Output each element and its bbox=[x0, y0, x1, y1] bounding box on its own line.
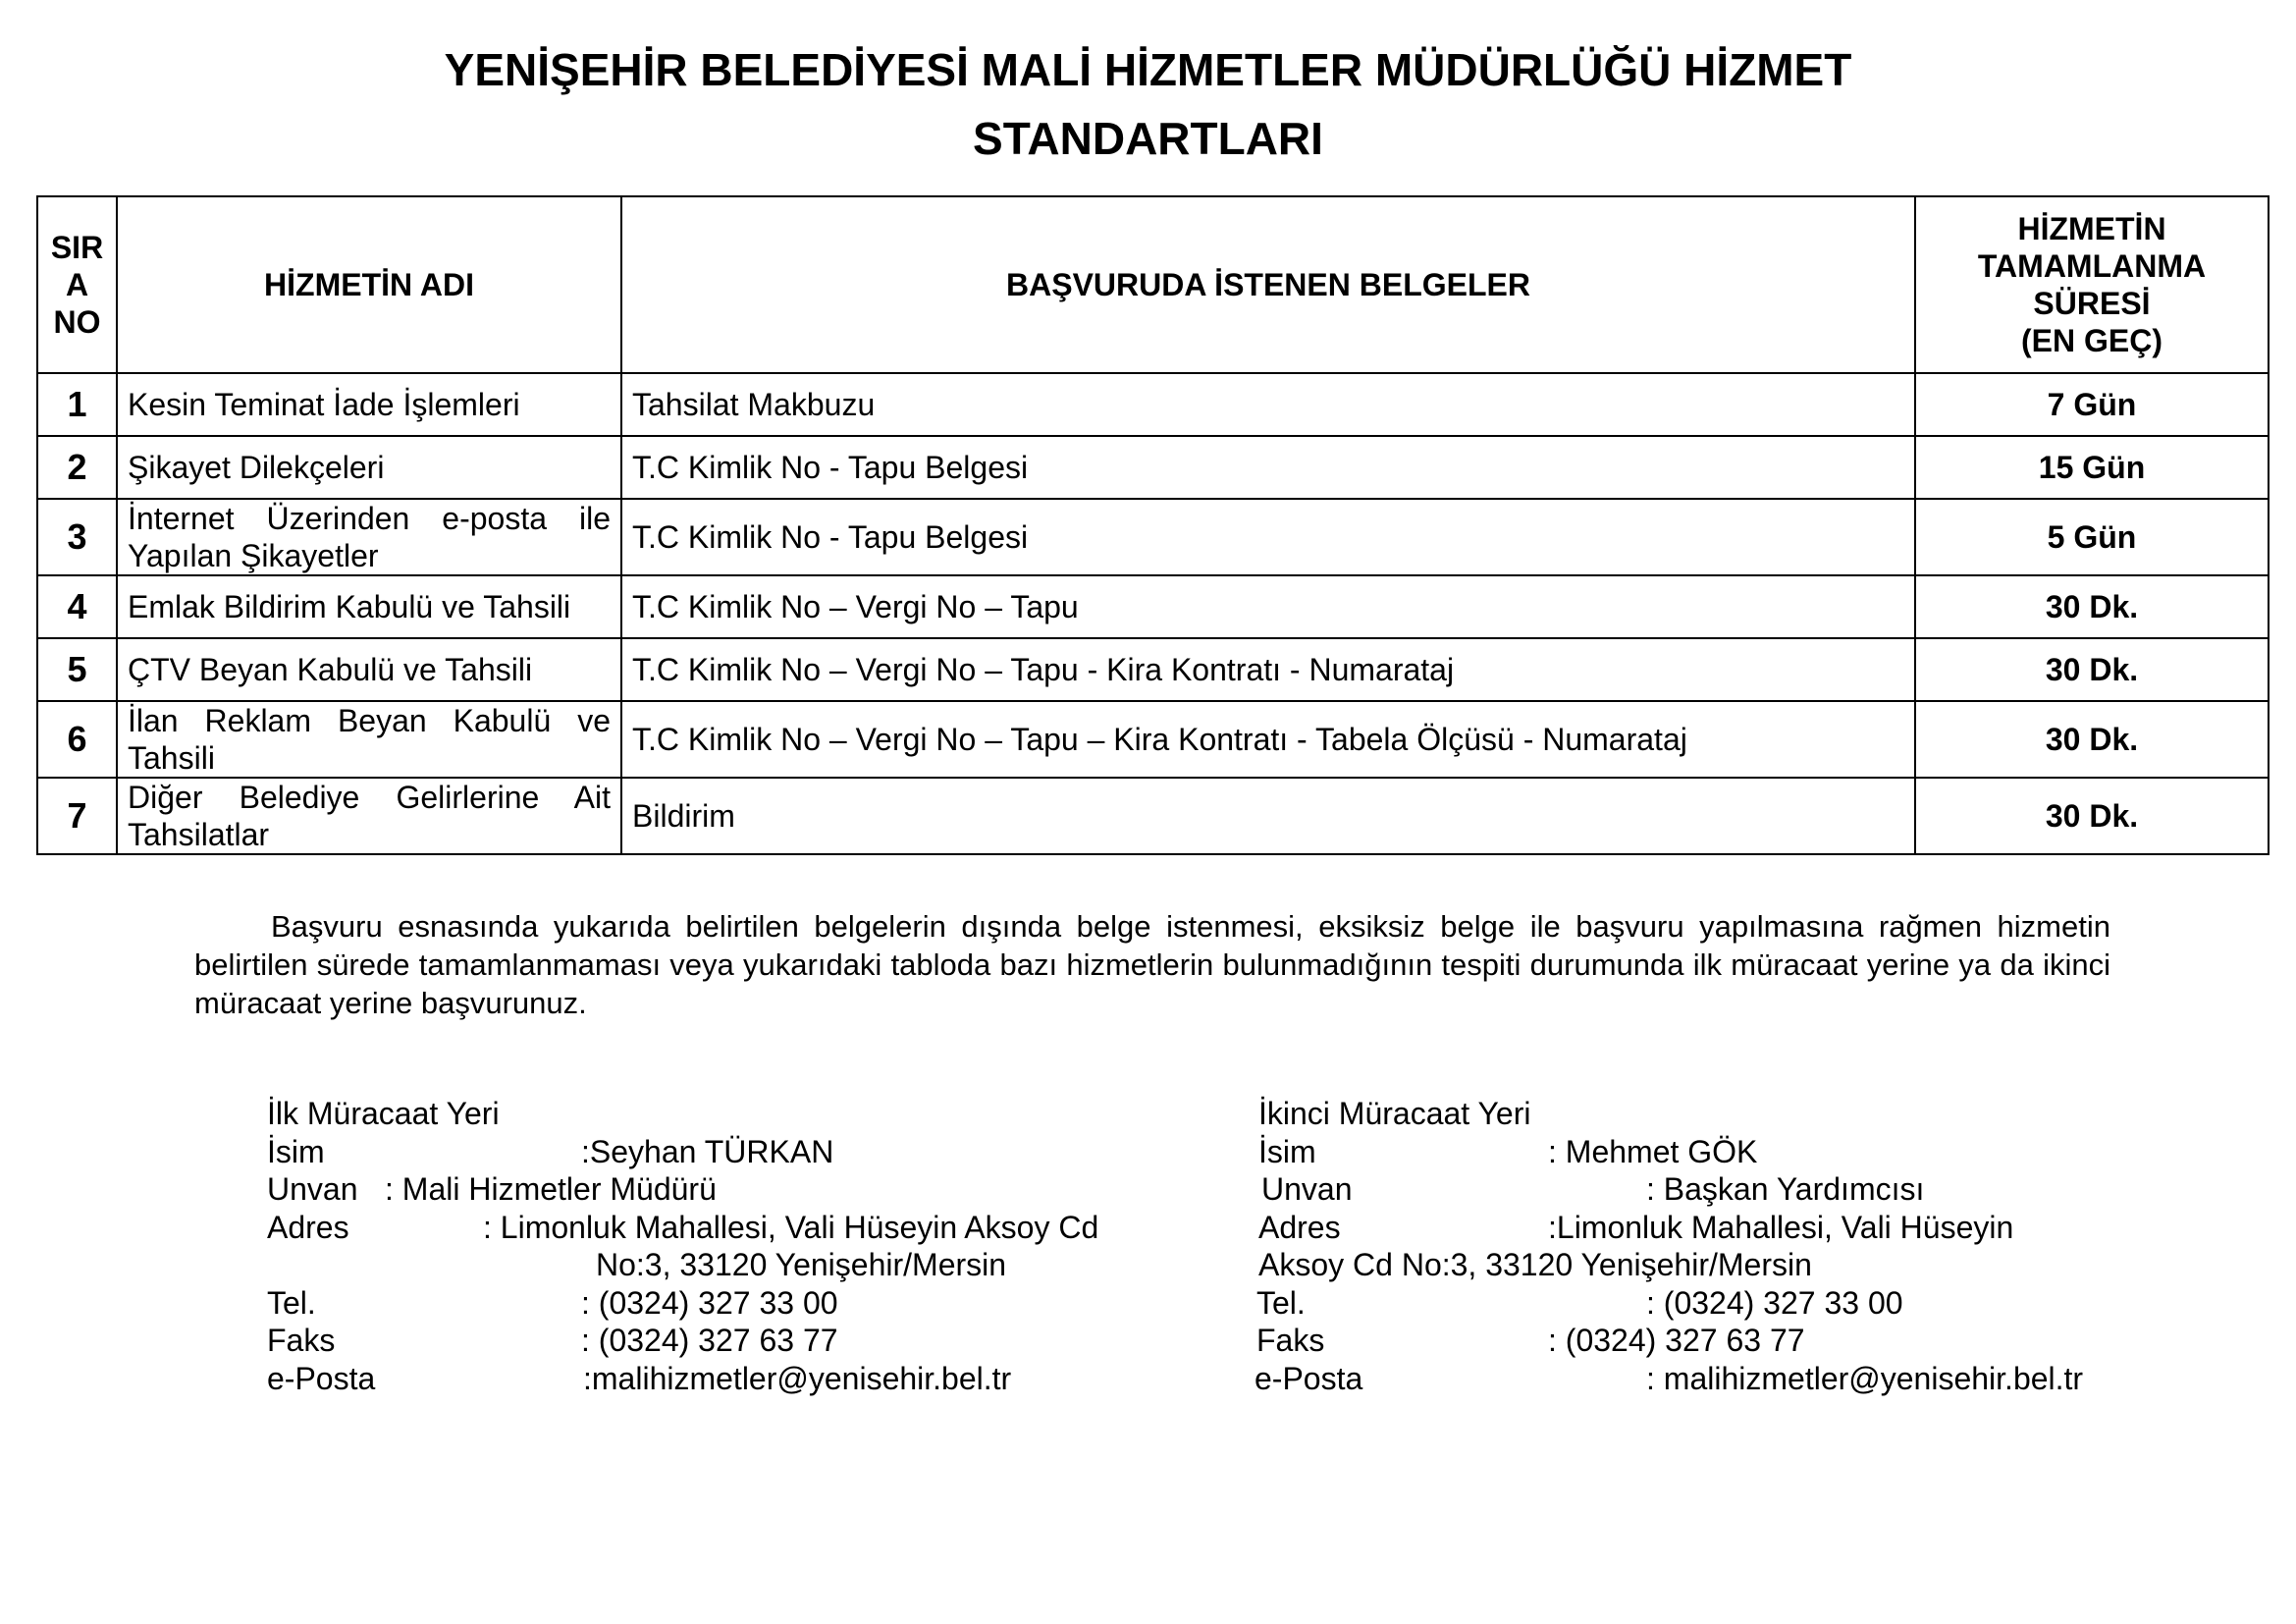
required-documents: T.C Kimlik No - Tapu Belgesi bbox=[621, 499, 1915, 575]
row-number: 6 bbox=[37, 701, 117, 778]
service-name: İnternet Üzerinden e-posta ile Yapılan Şikayetler bbox=[117, 499, 621, 575]
header-service-name: HİZMETİN ADI bbox=[117, 196, 621, 373]
header-required-documents: BAŞVURUDA İSTENEN BELGELER bbox=[621, 196, 1915, 373]
first-contact-heading: İlk Müracaat Yeri bbox=[267, 1096, 500, 1131]
first-contact-name-value: :Seyhan TÜRKAN bbox=[581, 1133, 834, 1169]
table-row bbox=[37, 701, 2269, 778]
second-contact-phone-value: : (0324) 327 33 00 bbox=[1646, 1284, 1903, 1321]
required-documents: Bildirim bbox=[621, 778, 1915, 854]
second-contact-fax-label: Faks bbox=[1256, 1323, 1325, 1358]
first-contact-address-value: : Limonluk Mahallesi, Vali Hüseyin Aksoy Cd bbox=[483, 1209, 1099, 1245]
second-contact-name-value: : Mehmet GÖK bbox=[1548, 1133, 1758, 1169]
second-contact-address-value-2: Aksoy Cd No:3, 33120 Yenişehir/Mersin bbox=[1258, 1247, 1812, 1282]
table-row bbox=[37, 575, 2269, 638]
required-documents: T.C Kimlik No – Vergi No – Tapu bbox=[621, 575, 1915, 638]
first-contact-fax-value: : (0324) 327 63 77 bbox=[581, 1323, 838, 1358]
service-name: Kesin Teminat İade İşlemleri bbox=[117, 373, 621, 436]
service-name: ÇTV Beyan Kabulü ve Tahsili bbox=[117, 638, 621, 701]
row-number: 7 bbox=[37, 778, 117, 854]
second-contact-title-value: : Başkan Yardımcısı bbox=[1646, 1171, 1925, 1207]
row-number: 2 bbox=[37, 436, 117, 499]
table-header-row bbox=[37, 196, 2269, 373]
second-contact-title-label: Unvan bbox=[1261, 1171, 1353, 1207]
first-contact-fax-label: Faks bbox=[267, 1323, 336, 1358]
service-name: Emlak Bildirim Kabulü ve Tahsili bbox=[117, 575, 621, 638]
table-row bbox=[37, 778, 2269, 854]
completion-time: 7 Gün bbox=[1915, 373, 2269, 436]
second-contact-email-label: e-Posta bbox=[1255, 1360, 1363, 1396]
table-row bbox=[37, 436, 2269, 499]
second-contact-email-value: : malihizmetler@yenisehir.bel.tr bbox=[1646, 1360, 2084, 1396]
completion-time: 30 Dk. bbox=[1915, 638, 2269, 701]
service-name: Şikayet Dilekçeleri bbox=[117, 436, 621, 499]
completion-time: 15 Gün bbox=[1915, 436, 2269, 499]
completion-time: 5 Gün bbox=[1915, 499, 2269, 575]
service-name: İlan Reklam Beyan Kabulü ve Tahsili bbox=[117, 701, 621, 778]
required-documents: T.C Kimlik No – Vergi No – Tapu - Kira Kontratı - Numarataj bbox=[621, 638, 1915, 701]
page-title-line-1: YENİŞEHİR BELEDİYESİ MALİ HİZMETLER MÜDÜRLÜĞÜ HİZMET bbox=[444, 44, 1852, 95]
first-contact-block bbox=[267, 1095, 1150, 1397]
header-sira-no: SIR A NO bbox=[37, 196, 117, 373]
second-contact-fax-value: : (0324) 327 63 77 bbox=[1548, 1323, 1805, 1358]
first-contact-phone-label: Tel. bbox=[267, 1284, 316, 1321]
completion-time: 30 Dk. bbox=[1915, 778, 2269, 854]
page-title bbox=[0, 35, 2296, 173]
table-row bbox=[37, 499, 2269, 575]
second-contact-heading: İkinci Müracaat Yeri bbox=[1258, 1096, 1531, 1131]
required-documents: T.C Kimlik No – Vergi No – Tapu – Kira Kontratı - Tabela Ölçüsü - Numarataj bbox=[621, 701, 1915, 778]
first-contact-address-value-2: No:3, 33120 Yenişehir/Mersin bbox=[596, 1247, 1007, 1282]
row-number: 4 bbox=[37, 575, 117, 638]
row-number: 5 bbox=[37, 638, 117, 701]
notice-paragraph: Başvuru esnasında yukarıda belirtilen belgelerin dışında belge istenmesi, eksiksiz belge ile başvuru yapılmasına rağmen hizmetin belirtilen sürede tamamlanmaması veya yukarıdaki tabloda bazı hizmetlerin bulunmadığının tespiti durumunda ilk müracaat yerine ya da ikinci müracaat yerine başvurunuz. bbox=[194, 909, 2110, 1020]
first-contact-email-value: :malihizmetler@yenisehir.bel.tr bbox=[583, 1360, 1012, 1396]
row-number: 3 bbox=[37, 499, 117, 575]
first-contact-phone-value: : (0324) 327 33 00 bbox=[581, 1284, 838, 1321]
completion-time: 30 Dk. bbox=[1915, 575, 2269, 638]
first-contact-address-label: Adres bbox=[267, 1209, 349, 1245]
second-contact-phone-label: Tel. bbox=[1256, 1284, 1306, 1321]
second-contact-address-label: Adres bbox=[1258, 1209, 1341, 1245]
second-contact-block bbox=[1256, 1095, 2199, 1397]
table-row bbox=[37, 638, 2269, 701]
page-title-line-2: STANDARTLARI bbox=[973, 113, 1323, 164]
completion-time: 30 Dk. bbox=[1915, 701, 2269, 778]
service-standards-table bbox=[36, 195, 2269, 855]
table-row bbox=[37, 373, 2269, 436]
second-contact-name-label: İsim bbox=[1258, 1133, 1316, 1169]
required-documents: T.C Kimlik No - Tapu Belgesi bbox=[621, 436, 1915, 499]
required-documents: Tahsilat Makbuzu bbox=[621, 373, 1915, 436]
second-contact-address-value: :Limonluk Mahallesi, Vali Hüseyin bbox=[1548, 1209, 2014, 1245]
first-contact-name-label: İsim bbox=[267, 1133, 325, 1169]
row-number: 1 bbox=[37, 373, 117, 436]
service-name: Diğer Belediye Gelirlerine Ait Tahsilatlar bbox=[117, 778, 621, 854]
first-contact-title-value: : Mali Hizmetler Müdürü bbox=[385, 1171, 717, 1207]
first-contact-title-label: Unvan bbox=[267, 1171, 358, 1207]
first-contact-email-label: e-Posta bbox=[267, 1360, 376, 1396]
header-completion-time: HİZMETİN TAMAMLANMA SÜRESİ (EN GEÇ) bbox=[1915, 196, 2269, 373]
